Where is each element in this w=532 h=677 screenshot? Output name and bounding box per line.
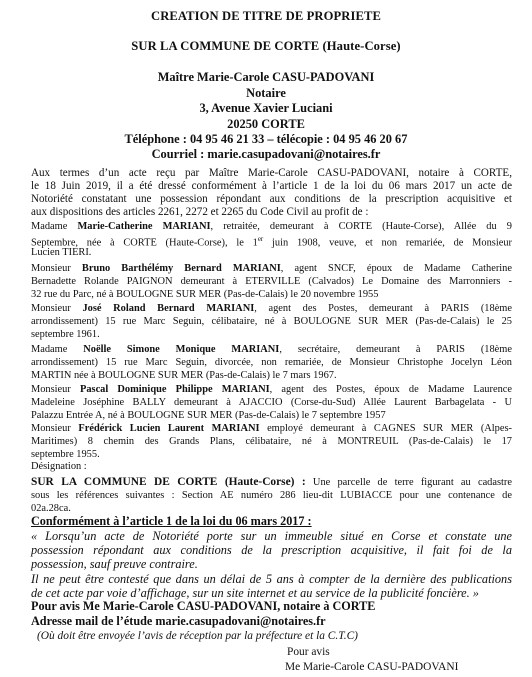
pour-avis: Pour avis [287, 646, 330, 658]
notary-name: Maître Marie-Carole CASU-PADOVANI [157, 70, 375, 84]
text-line: « Lorsqu’un acte de Notoriété porte sur un immeuble situé en Corse et constate une [31, 529, 512, 543]
beneficiary-1 [31, 220, 512, 259]
text-line: le 18 Juin 2019, il a été dressé conformément à l’article 1 de la loi du 06 mars 2017 un acte de [31, 180, 512, 193]
notary-city: 20250 CORTE [227, 117, 305, 131]
signoff-email: Adresse mail de l’étude marie.casupadovani@notaires.fr [31, 614, 326, 628]
notary-role: Notaire [246, 86, 286, 100]
signature: Me Marie-Carole CASU-PADOVANI [285, 661, 459, 673]
text-line: MARTIN née à BOULOGNE SUR MER (Pas-de-Calais) le 7 mars 1967. [31, 370, 337, 382]
document-title: CREATION DE TITRE DE PROPRIETE [151, 9, 381, 23]
law-quote [31, 529, 512, 600]
beneficiary-5 [31, 383, 512, 422]
text-line: de cet acte par voie d’affichage, sur un site internet et au service de la publicité foncière. » [31, 585, 479, 600]
text-line: arrondissement) 15 rue Marc Seguin, célibataire, né à BOULOGNE SUR MER (Pas-de-Calais) le 25 [31, 316, 512, 328]
text-line: Palazzu Entrée A, né à BOULOGNE SUR MER (Pas-de-Calais) le 7 septembre 1957 [31, 410, 386, 422]
signoff-notary: Pour avis Me Marie-Carole CASU-PADOVANI, notaire à CORTE [31, 599, 376, 613]
beneficiary-4 [31, 343, 512, 382]
commune-heading: SUR LA COMMUNE DE CORTE (Haute-Corse) [131, 39, 401, 53]
beneficiary-3 [31, 302, 512, 341]
text-line: Madame Noëlle Simone Monique MARIANI, secrétaire, demeurant à PARIS (18ème [31, 344, 512, 355]
notary-address: 3, Avenue Xavier Luciani [199, 101, 333, 115]
text-line: Madame Marie-Catherine MARIANI, retraitée, demeurant à CORTE (Haute-Corse), Allée du 9 [31, 221, 512, 232]
text-line: Lucien TIERI. [31, 247, 92, 259]
notary-email: Courriel : marie.casupadovani@notaires.fr [151, 147, 381, 161]
notary-phone: Téléphone : 04 95 46 21 33 – télécopie : 04 95 46 20 67 [124, 132, 408, 146]
beneficiary-6 [31, 422, 512, 461]
text-line: Maritimes) 8 chemin des Grands Plans, célibataire, né à MONTREUIL (Pas-de-Calais) le 17 [31, 436, 512, 448]
law-heading: Conformément à l’article 1 de la loi du 06 mars 2017 : [31, 514, 312, 528]
text-line: Il ne peut être contesté que dans un délai de 5 ans à compter de la dernière des publications [31, 571, 512, 586]
text-line: Monsieur Bruno Barthélémy Bernard MARIANI, agent SNCF, époux de Madame Catherine [31, 263, 512, 274]
text-line: septembre 1961. [31, 329, 100, 341]
text-line: 32 rue du Parc, né à BOULOGNE SUR MER (Pas-de-Calais) le 20 novembre 1955 [31, 289, 379, 301]
intro-paragraph [31, 167, 512, 219]
text-line: 02a.28ca. [31, 503, 71, 515]
text-line: Monsieur José Roland Bernard MARIANI, agent des Postes, demeurant à PARIS (18ème [31, 303, 512, 314]
text-line: possession, sauf preuve contraire. [31, 557, 198, 572]
text-line: Aux termes d’un acte reçu par Maître Marie-Carole CASU-PADOVANI, notaire à CORTE, [31, 167, 512, 179]
text-line: aux dispositions des articles 2261, 2272 et 2265 du Code Civil au profit de : [31, 206, 369, 219]
signoff-note: (Où doit être envoyée l’avis de réception par la préfecture et la C.T.C) [37, 630, 358, 642]
text-line: septembre 1955. [31, 449, 100, 461]
text-line: Monsieur Frédérick Lucien Laurent MARIANI employé demeurant à CAGNES SUR MER (Alpes- [31, 423, 512, 434]
text-line: Notoriété constatant une possession répondant aux conditions de la prescription acquisitive et [31, 193, 512, 206]
text-line: arrondissement) 15 rue Marc Seguin, divorcée, non remariée, de Monsieur Christophe Jocelyn Léon [31, 357, 512, 369]
text-line: Septembre, née à CORTE (Haute-Corse), le 1er juin 1908, veuve, et non remariée, de Monsieur [31, 235, 512, 249]
text-line: Bernadette Rolande PAIGNON demeurant à ETERVILLE (Calvados) Le Domaine des Marronniers - [31, 276, 512, 288]
text-line: sous les références suivantes : Section AE numéro 286 lieu-dit LUBIACCE pour une contenance de [31, 490, 512, 502]
text-line: possession répondant aux conditions de la prescription acquisitive, il fait foi de la [31, 543, 512, 558]
text-line: Monsieur Pascal Dominique Philippe MARIANI, agent des Postes, époux de Madame Laurence [31, 384, 512, 395]
designation-paragraph [31, 476, 512, 515]
text-line: Madeleine Joséphine BALLY demeurant à AJACCIO (Corse-du-Sud) Allée Laurent Barbagelata - U [31, 397, 512, 409]
designation-label: Désignation : [31, 461, 87, 472]
beneficiary-2 [31, 262, 512, 301]
text-line: SUR LA COMMUNE DE CORTE (Haute-Corse) : Une parcelle de terre figurant au cadastre [31, 476, 512, 488]
